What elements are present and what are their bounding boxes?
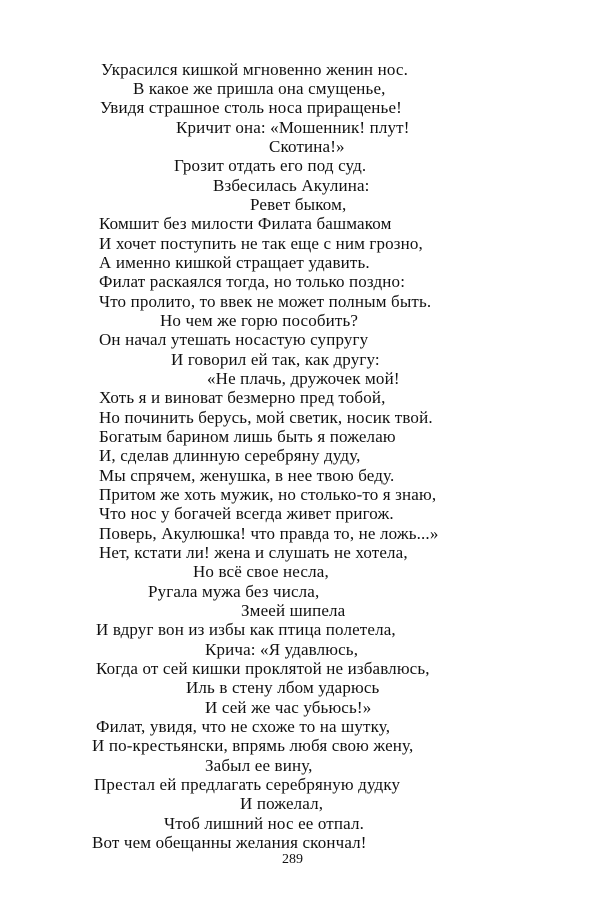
poem-line: Крича: «Я удавлюсь, xyxy=(205,640,359,659)
poem-line: Кричит она: «Мошенник! плут! xyxy=(176,118,410,137)
poem-line: И, сделав длинную серебряну дуду, xyxy=(99,446,361,465)
poem-line: Поверь, Акулюшка! что правда то, не ложь...» xyxy=(99,524,439,543)
poem-line: Что нос у богачей всегда живет пригож. xyxy=(99,504,394,523)
poem-line: Хоть я и виноват безмерно пред тобой, xyxy=(99,388,386,407)
poem-line: Вот чем обещанны желания скончал! xyxy=(92,833,367,852)
poem-line: Иль в стену лбом ударюсь xyxy=(186,678,380,697)
poem-line: Комшит без милости Филата башмаком xyxy=(99,214,392,233)
poem-line: В какое же пришла она смущенье, xyxy=(133,79,386,98)
poem-line: А именно кишкой стращает удавить. xyxy=(99,253,370,272)
poem-line: Ругала мужа без числа, xyxy=(148,582,320,601)
poem-line: И по-крестьянски, впрямь любя свою жену, xyxy=(92,736,414,755)
poem-line: Змеей шипела xyxy=(241,601,346,620)
poem-line: Скотина!» xyxy=(269,137,345,156)
poem-line: Когда от сей кишки проклятой не избавлюсь, xyxy=(96,659,430,678)
page-number: 289 xyxy=(282,852,303,867)
poem-line: Чтоб лишний нос ее отпал. xyxy=(164,814,365,833)
poem-line: Нет, кстати ли! жена и слушать не хотела, xyxy=(99,543,408,562)
poem-line: Но починить берусь, мой светик, носик твой. xyxy=(99,408,433,427)
poem-line: Украсился кишкой мгновенно женин нос. xyxy=(101,60,409,79)
poem-line: И вдруг вон из избы как птица полетела, xyxy=(96,620,396,639)
poem-line: Филат, увидя, что не схоже то на шутку, xyxy=(96,717,391,736)
poem-line: И хочет поступить не так еще с ним грозно, xyxy=(99,234,423,253)
poem-line: Он начал утешать носастую супругу xyxy=(99,330,369,349)
poem-line: И пожелал, xyxy=(240,794,324,813)
poem-line: «Не плачь, дружочек мой! xyxy=(207,369,400,388)
poem-line: Взбесилась Акулина: xyxy=(213,176,370,195)
poem-line: Притом же хоть мужик, но столько-то я знаю, xyxy=(99,485,437,504)
poem-line: Мы спрячем, женушка, в нее твою беду. xyxy=(99,466,395,485)
poem-line: Что пролито, то ввек не может полным быть. xyxy=(99,292,432,311)
poem-line: Филат раскаялся тогда, но только поздно: xyxy=(99,272,406,291)
poem-line: Грозит отдать его под суд. xyxy=(174,156,367,175)
poem-line: Престал ей предлагать серебряную дудку xyxy=(94,775,401,794)
poem-line: Увидя страшное столь носа приращенье! xyxy=(100,98,402,117)
poem-line: И говорил ей так, как другу: xyxy=(171,350,380,369)
poem-line: Богатым барином лишь быть я пожелаю xyxy=(99,427,396,446)
poem-line: Забыл ее вину, xyxy=(205,756,313,775)
poem-line: Ревет быком, xyxy=(250,195,347,214)
poem-line: И сей же час убьюсь!» xyxy=(205,698,372,717)
poem-line: Но чем же горю пособить? xyxy=(160,311,359,330)
poem-line: Но всё свое несла, xyxy=(193,562,329,581)
